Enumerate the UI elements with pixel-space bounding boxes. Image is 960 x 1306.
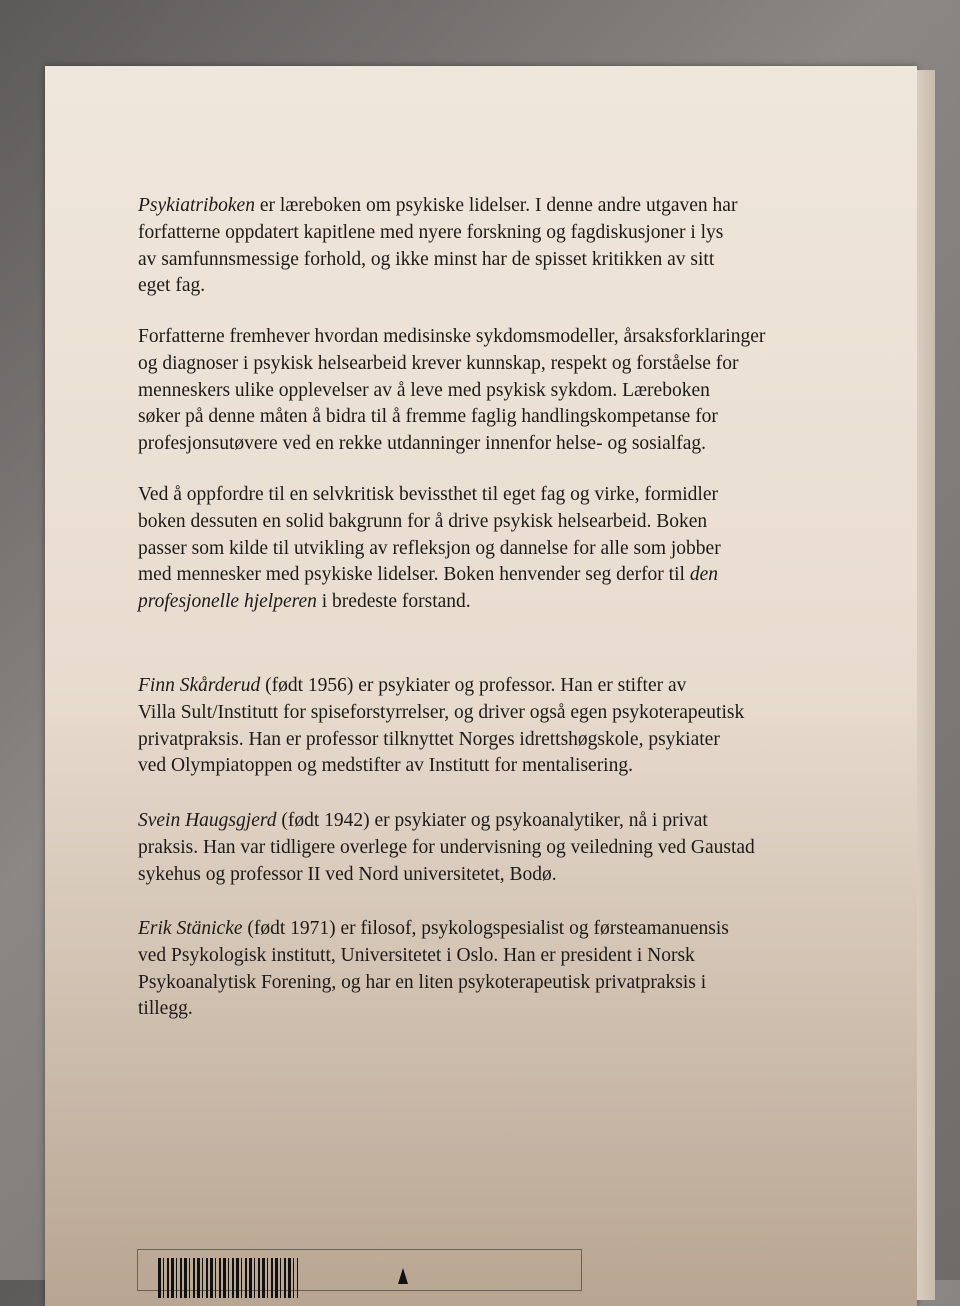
text-segment: eget fag. bbox=[138, 275, 206, 297]
text-line bbox=[138, 509, 721, 536]
text-line bbox=[138, 727, 744, 754]
text-segment: (født 1971) er filosof, psykologspesialist og førsteamanuensis bbox=[242, 918, 729, 939]
text-line bbox=[138, 916, 729, 943]
text-line bbox=[138, 835, 755, 862]
text-segment: Forfatterne fremhever hvordan medisinske sykdomsmodeller, årsaksforklaringer bbox=[138, 326, 766, 347]
text-line bbox=[138, 431, 765, 458]
text-segment: menneskers ulike opplevelser av å leve med psykisk sykdom. Læreboken bbox=[138, 379, 710, 401]
text-segment: forfatterne oppdatert kapitlene med nyere forskning og fagdiskusjoner i lys bbox=[138, 221, 724, 243]
text-line bbox=[138, 753, 744, 780]
text-segment: passer som kilde til utvikling av refleksjon og dannelse for alle som jobber bbox=[138, 537, 721, 559]
description-paragraph-2 bbox=[138, 324, 765, 458]
italic-text: Finn Skårderud bbox=[138, 675, 261, 696]
text-line bbox=[138, 943, 729, 970]
text-segment: praksis. Han var tidligere overlege for undervisning og veiledning ved Gaustad bbox=[138, 836, 755, 858]
description-paragraph-1 bbox=[138, 193, 737, 300]
text-segment: (født 1956) er psykiater og professor. Han er stifter av bbox=[260, 675, 687, 696]
italic-text: Erik Stänicke bbox=[138, 918, 243, 939]
text-line bbox=[138, 700, 744, 727]
text-line bbox=[138, 193, 737, 220]
text-line bbox=[138, 324, 765, 351]
text-segment: profesjonsutøvere ved en rekke utdanninger innenfor helse- og sosialfag. bbox=[138, 433, 707, 455]
text-segment: Villa Sult/Institutt for spiseforstyrrelser, og driver også egen psykoterapeutisk bbox=[138, 701, 745, 723]
author-bio-erik-stanicke bbox=[138, 916, 729, 1023]
text-segment: av samfunnsmessige forhold, og ikke minst har de spisset kritikken av sitt bbox=[138, 248, 715, 270]
author-bio-svein-haugsgjerd bbox=[138, 808, 755, 888]
text-segment: ved Olympiatoppen og medstifter av Institutt for mentalisering. bbox=[138, 755, 633, 777]
text-line bbox=[138, 996, 729, 1023]
text-segment: i bredeste forstand. bbox=[316, 591, 471, 613]
text-segment: privatpraksis. Han er professor tilknyttet Norges idrettshøgskole, psykiater bbox=[138, 728, 720, 750]
publisher-logo-icon bbox=[398, 1268, 408, 1284]
text-line bbox=[138, 808, 755, 835]
barcode bbox=[158, 1258, 298, 1298]
text-line bbox=[138, 536, 721, 563]
text-line bbox=[138, 247, 737, 274]
italic-text: Svein Haugsgjerd bbox=[138, 810, 277, 831]
text-line bbox=[138, 220, 737, 247]
text-segment: sykehus og professor II ved Nord universitetet, Bodø. bbox=[138, 863, 557, 885]
text-segment: boken dessuten en solid bakgrunn for å drive psykisk helsearbeid. Boken bbox=[138, 510, 708, 532]
text-line bbox=[138, 351, 765, 378]
text-segment: (født 1942) er psykiater og psykoanalytiker, nå i privat bbox=[276, 810, 708, 831]
barcode-area bbox=[137, 1249, 582, 1291]
text-segment: søker på denne måten å bidra til å fremme faglig handlingskompetanse for bbox=[138, 406, 718, 428]
text-line bbox=[138, 862, 755, 889]
text-line bbox=[138, 970, 729, 997]
author-bio-finn-skarderud bbox=[138, 673, 744, 780]
text-segment: er læreboken om psykiske lidelser. I denne andre utgaven har bbox=[254, 195, 738, 216]
text-line bbox=[138, 273, 737, 300]
text-segment: og diagnoser i psykisk helsearbeid krever kunnskap, respekt og forståelse for bbox=[138, 352, 739, 374]
text-line bbox=[138, 404, 765, 431]
description-paragraph-3 bbox=[138, 482, 721, 616]
text-line bbox=[138, 673, 744, 700]
text-line bbox=[138, 482, 721, 509]
text-segment: Ved å oppfordre til en selvkritisk bevissthet til eget fag og virke, formidler bbox=[138, 484, 718, 505]
text-segment: tillegg. bbox=[138, 998, 193, 1020]
italic-text: Psykiatriboken bbox=[138, 195, 255, 216]
text-line bbox=[138, 589, 721, 616]
italic-text: den bbox=[689, 564, 718, 586]
text-segment: Psykoanalytisk Forening, og har en liten psykoterapeutisk privatpraksis i bbox=[138, 971, 707, 993]
text-segment: ved Psykologisk institutt, Universitetet i Oslo. Han er president i Norsk bbox=[138, 944, 695, 966]
text-line bbox=[138, 562, 721, 589]
italic-text: profesjonelle hjelperen bbox=[138, 591, 317, 613]
text-line bbox=[138, 378, 765, 405]
book-page-edges bbox=[917, 70, 935, 1300]
text-segment: med mennesker med psykiske lidelser. Boken henvender seg derfor til bbox=[138, 564, 690, 586]
